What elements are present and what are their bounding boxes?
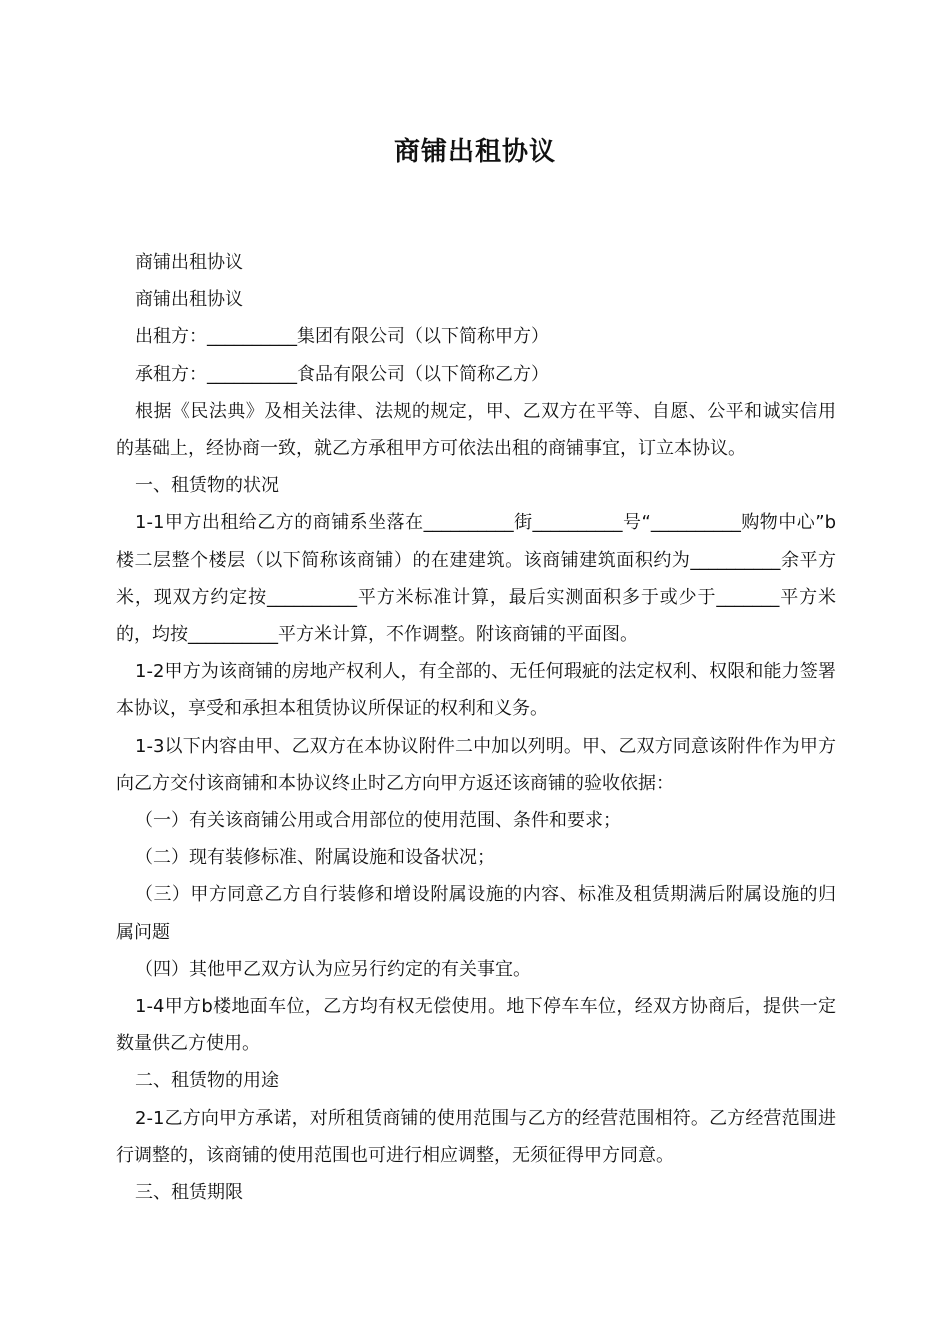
clause-1-3: 1-3以下内容由甲、乙双方在本协议附件二中加以列明。甲、乙双方同意该附件作为甲方向乙方交付该商铺和本协议终止时乙方向甲方返还该商铺的验收依据： [116,735,836,794]
clause-1-3-item-2: （二）现有装修标准、附属设施和设备状况； [135,847,495,869]
clause-2-1: 2-1乙方向甲方承诺，对所租赁商铺的使用范围与乙方的经营范围相符。乙方经营范围进行调整的，该商铺的使用范围也可进行相应调整，无须征得甲方同意。 [116,1107,836,1166]
paragraph-heading-repeat-1: 商铺出租协议 [135,252,243,273]
paragraph-lessor: 出租方：__________集团有限公司（以下简称甲方） [135,326,549,348]
clause-1-4: 1-4甲方b楼地面车位，乙方均有权无偿使用。地下停车车位，经双方协商后，提供一定数量供乙方使用。 [116,996,836,1055]
paragraph-preamble: 根据《民法典》及相关法律、法规的规定，甲、乙双方在平等、自愿、公平和诚实信用的基础上，经协商一致，就乙方承租甲方可依法出租的商铺事宜，订立本协议。 [116,400,836,460]
paragraph-lessee: 承租方：__________食品有限公司（以下简称乙方） [135,363,549,385]
document-title: 商铺出租协议 [393,137,556,167]
clause-1-2: 1-2甲方为该商铺的房地产权利人，有全部的、无任何瑕疵的法定权利、权限和能力签署本协议，享受和承担本租赁协议所保证的权利和义务。 [116,661,836,720]
clause-1-3-item-3: （三）甲方同意乙方自行装修和增设附属设施的内容、标准及租赁期满后附属设施的归属问题 [116,884,836,943]
clause-1-1: 1-1甲方出租给乙方的商铺系坐落在__________街__________号“__________购物中心”b楼二层整个楼层（以下简称该商铺）的在建建筑。该商铺建筑面积约为__________余平方米，现双方约定按__________平方米标准计算，最后实测面积多于或少于_______平方米的，均按__________平方米计算，不作调整。附该商铺的平面图。 [116,512,836,646]
paragraph-heading-repeat-2: 商铺出租协议 [135,289,243,311]
clause-1-3-item-1: （一）有关该商铺公用或合用部位的使用范围、条件和要求； [135,810,621,832]
clause-1-3-item-4: （四）其他甲乙双方认为应另行约定的有关事宜。 [135,958,531,980]
section-heading-3: 三、租赁期限 [135,1182,243,1204]
document-body [116,244,836,1211]
section-heading-1: 一、租赁物的状况 [135,475,279,497]
section-heading-2: 二、租赁物的用途 [135,1070,279,1092]
